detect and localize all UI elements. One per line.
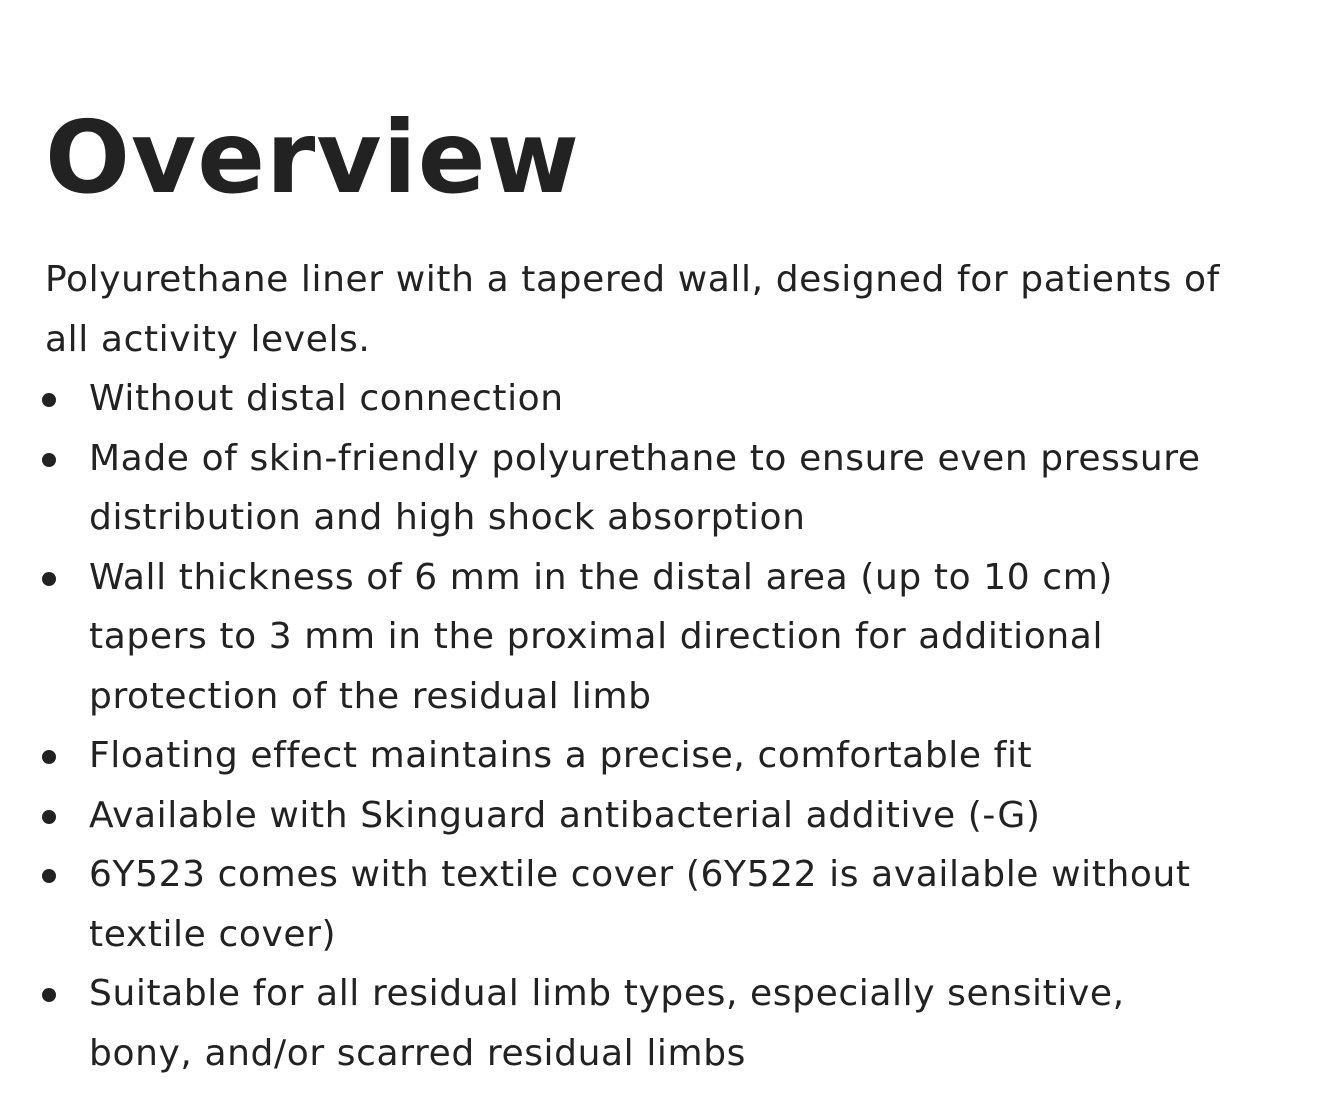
list-item bbox=[0, 548, 1239, 727]
bullet-icon bbox=[42, 453, 56, 467]
list-item bbox=[0, 964, 1239, 1083]
list-item bbox=[0, 726, 1239, 786]
bullet-icon bbox=[42, 393, 56, 407]
list-item-text: Without distal connection bbox=[89, 378, 564, 419]
list-item-text: 6Y523 comes with textile cover (6Y522 is available without textile cover) bbox=[89, 854, 1191, 955]
list-item-text: Floating effect maintains a precise, comfortable fit bbox=[89, 735, 1033, 776]
bullet-icon bbox=[42, 869, 56, 883]
list-item bbox=[0, 429, 1239, 548]
intro-paragraph: Polyurethane liner with a tapered wall, designed for patients of all activity levels. bbox=[45, 259, 1220, 360]
bullet-icon bbox=[42, 750, 56, 764]
page-title: Overview bbox=[45, 99, 581, 216]
list-item-text: Made of skin-friendly polyurethane to ensure even pressure distribution and high shock absorption bbox=[89, 437, 1201, 538]
list-item-text: Suitable for all residual limb types, especially sensitive, bony, and/or scarred residual limbs bbox=[89, 973, 1125, 1074]
list-item-text: Wall thickness of 6 mm in the distal area (up to 10 cm) tapers to 3 mm in the proximal direction for additional protection of the residual limb bbox=[89, 556, 1114, 717]
feature-list bbox=[0, 369, 1320, 1083]
bullet-icon bbox=[42, 810, 56, 824]
list-item bbox=[0, 845, 1239, 964]
bullet-icon bbox=[42, 988, 56, 1002]
list-item bbox=[0, 369, 1239, 429]
bullet-icon bbox=[42, 572, 56, 586]
list-item-text: Available with Skinguard antibacterial additive (-G) bbox=[89, 794, 1041, 836]
list-item bbox=[0, 786, 1239, 846]
